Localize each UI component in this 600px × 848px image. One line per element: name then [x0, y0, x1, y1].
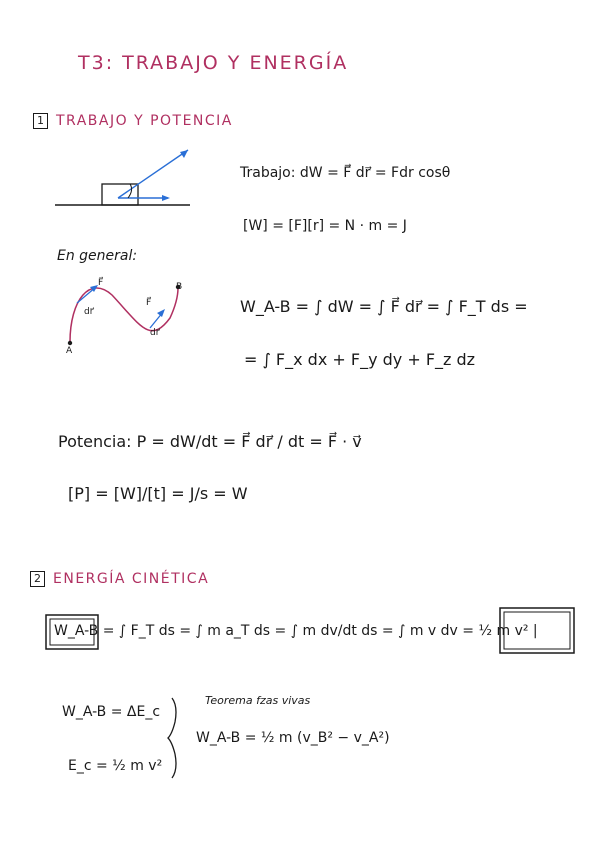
- section-number-box: 1: [33, 113, 48, 129]
- label-b: B: [176, 282, 183, 292]
- potencia-units: [P] = [W]/[t] = J/s = W: [68, 484, 248, 503]
- section-2-heading: ENERGÍA CINÉTICA: [53, 571, 210, 587]
- page-title: T3: TRABAJO Y ENERGÍA: [78, 52, 349, 74]
- teorema-label: Teorema fzas vivas: [205, 694, 311, 707]
- work-line-1: W_A-B = ∫ dW = ∫ F⃗ dr⃗ = ∫ F_T ds =: [240, 297, 528, 316]
- label-f-2: F⃗: [146, 298, 152, 308]
- ec-equation: E_c = ½ m v²: [68, 758, 163, 774]
- label-dr-2: dr⃗: [150, 328, 160, 338]
- section-number-box: 2: [30, 571, 45, 587]
- label-dr-1: dr⃗: [84, 307, 94, 317]
- units-equation: [W] = [F][r] = N · m = J: [243, 218, 407, 234]
- teorema-equation: W_A-B = ½ m (v_B² − v_A²): [196, 730, 390, 746]
- label-a: A: [66, 346, 73, 356]
- potencia-equation: Potencia: P = dW/dt = F⃗ dr⃗ / dt = F⃗ · v⃗: [58, 432, 362, 451]
- kinetic-main-equation: W_A-B = ∫ F_T ds = ∫ m a_T ds = ∫ m dv/dt ds = ∫ m v dv = ½ m v² |: [54, 623, 538, 639]
- w-delta-equation: W_A-B = ΔE_c: [62, 704, 161, 720]
- en-general-label: En general:: [57, 248, 138, 264]
- label-f-1: F⃗: [98, 278, 104, 288]
- trabajo-equation: Trabajo: dW = F⃗ dr⃗ = Fdr cosθ: [240, 165, 451, 181]
- section-1-heading: TRABAJO Y POTENCIA: [56, 113, 233, 129]
- work-line-2: = ∫ F_x dx + F_y dy + F_z dz: [244, 350, 476, 369]
